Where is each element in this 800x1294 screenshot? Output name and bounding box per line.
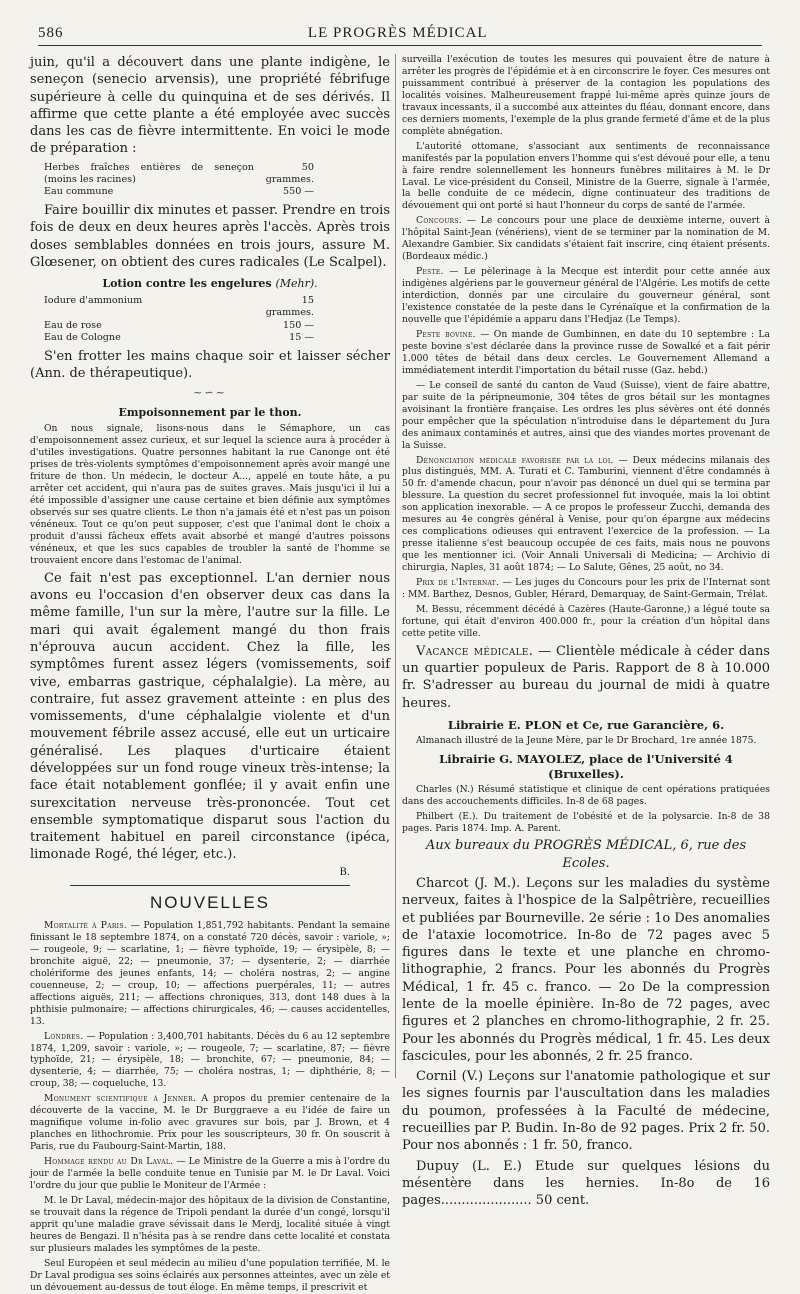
mayolez-title: Librairie G. MAYOLEZ, place de l'Université 4 (Bruxelles). bbox=[439, 752, 733, 782]
page-header bbox=[38, 18, 762, 46]
recipe-quantity: 50 grammes. bbox=[265, 161, 314, 185]
recipe-quantity: 15 grammes. bbox=[265, 295, 314, 319]
prix-internat bbox=[402, 577, 770, 601]
nouvelles-title: NOUVELLES bbox=[149, 893, 271, 913]
recipe-row bbox=[44, 186, 390, 198]
denonciation-label: Dénonciation médicale favorisée par la loi. bbox=[416, 454, 614, 466]
bovine-text: — On mande de Gumbinnen, en date du 10 septembre : La peste bovine s'est déclarée dans la province russe de Sowalké et a fait périr 1.000 têtes de bétail dans deux cercles. Le Gouvernement Allemand a immédiatement interdit l'importation du bétail russe (Gaz. hebd.) bbox=[402, 328, 771, 376]
mortalite-paris bbox=[30, 920, 390, 1028]
bessu-notice: M. Bessu, récemment décédé à Cazères (Haute-Garonne,) a légué toute sa fortune, qui était d'environ 400.000 fr., pour la création d'un hôpital dans cette petite ville. bbox=[402, 603, 770, 639]
seneçon-recipe bbox=[44, 162, 390, 199]
londres bbox=[30, 1031, 390, 1091]
recipe-quantity: 150 — bbox=[283, 319, 314, 331]
hommage-laval bbox=[30, 1156, 390, 1192]
poison-report: On nous signale, lisons-nous dans le Sémaphore, un cas d'empoisonnement assez curieux, et sur lequel la science aura à procéder à d'utiles investigations. Quatre personnes habitant la rue Canonge ont été prises de très-violents symptômes d'empoisonnement après avoir mangé une friture de thon. Un médecin, le docteur A..., appelé en toute hâte, a pu arrêter cet accident, qui n'aura pas de suites graves. Mais jusqu'ici il lui a été impossible d'assigner une cause certaine et bien définie aux symptômes observés sur ses quatre clients. Le thon n'a jamais été et n'est pas un poison vénéneux. Tout ce qu'on peut supposer, c'est que l'animal dont le choix a produit d'aussi fâcheux effets avait absorbé et mangé d'autres poissons vénéneux, et que les sucs capables de troubler la santé de l'homme se trouvaient encore dans l'estomac de l'animal. bbox=[30, 423, 390, 566]
plon-title: Librairie E. PLON et Ce, rue Garancière, 6. bbox=[447, 717, 725, 732]
vacance bbox=[402, 643, 770, 712]
monument-text: A propos du premier centenaire de la découverte de la vaccine, M. le Dr Burggraeve a eu l'idée de faire un magnifique volume in-folio avec gravures sur bois, par J. Brown, et 4 planches en lithochromie. Prix pour les souscripteurs, 30 fr. On souscrit à Paris, rue du Faubourg-Saint-Martin, 188. bbox=[30, 1093, 390, 1153]
laval-continuation: surveilla l'exécution de toutes les mesures qui pouvaient être de nature à arrêter les progrès de l'épidémie et à en circonscrire le foyer. Ces mesures ont puissamment contribué à préserver de la contagion les populations des localités voisines. Malheureusement frappé lui-même après quinze jours de travaux incessants, il a succombé aux atteintes du fléau, donnant encore, dans ces derniers moments, l'exemple de la plus grande fermeté d'âme et de la plus complète abnégation. bbox=[402, 54, 770, 137]
poison-title: Empoisonnement par le thon. bbox=[118, 405, 302, 419]
peste-bovine bbox=[402, 329, 770, 377]
monument-jenner bbox=[30, 1093, 390, 1153]
lotion-title: Lotion contre les engelures bbox=[102, 277, 272, 291]
laval-quote-2: Seul Européen et seul médecin au milieu d'une population terrifiée, M. le Dr Laval prodigua ses soins éclairés aux personnes atteintes, avec un zèle et un dévouement au-dessus de tout éloge. En même temps, il prescrivit et bbox=[30, 1257, 390, 1293]
charcot-entry: Charcot (J. M.). Leçons sur les maladies du système nerveux, faites à l'hospice de la Salpêtrière, recueillies et publiées par Bourneville. 2e série : 1o Des anomalies de l'ataxie locomotrice. In-8o de 72 pages avec 5 figures dans le texte et une planche en chromo-lithographie, 2 francs. Pour les abonnés du Progrès Médical, 1 fr. 45 c. franco. — 2o De la compression lente de la moelle épinière. In-8o de 72 pages, avec figures et 2 planches en chromo-lithographie, 2 fr. 25. Pour les abonnés du Progrès médical, 1 fr. 45. Les deux fascicules, pour les abonnés, 2 fr. 25 franco. bbox=[402, 876, 770, 1064]
recipe-quantity: 550 — bbox=[283, 186, 314, 198]
peste bbox=[402, 266, 770, 326]
ornament-divider: ~∽~ bbox=[193, 385, 227, 399]
cornil-entry: Cornil (V.) Leçons sur l'anatomie pathologique et sur les signes fournis par l'auscultation dans les maladies du poumon, professées à la Faculté de médecine, recueillies par P. Budin. In-8o de 92 pages. Prix 2 fr. 50. Pour nos abonnés : 1 fr. 50, franco. bbox=[402, 1069, 770, 1154]
prix-text: — Les juges du Concours pour les prix de l'Internat sont : MM. Barthez, Desnos, Gubler, Hérard, Demarquay, de Saint-Germain, Trélat. bbox=[402, 577, 771, 600]
column-divider bbox=[395, 54, 396, 1078]
recipe-row bbox=[44, 332, 390, 344]
concours-label: Concours. bbox=[416, 215, 463, 227]
laval-label: Hommage rendu au Dr Laval. bbox=[44, 1156, 174, 1168]
recipe-ingredient: Herbes fraîches entières de seneçon (moins les racines) bbox=[44, 161, 254, 185]
journal-title: LE PROGRÈS MÉDICAL bbox=[307, 25, 488, 41]
dupuy-entry: Dupuy (L. E.) Etude sur quelques lésions du mésentère dans les hernies. In-8o de 16 pages...................... 50 cent. bbox=[402, 1158, 770, 1209]
laval-honours: L'autorité ottomane, s'associant aux sentiments de reconnaissance manifestés par la population envers l'homme qui s'est dévoué pour elle, a tenu à faire rendre solennellement les honneurs funèbres militaires à M. le Dr Laval. Le vice-président du Conseil, Ministre de la Guerre, signale à l'armée, la belle conduite de ce médecin, digne continuateur des traditions de dévouement qui ont porté si haut l'honneur du corps de santé de l'armée. bbox=[402, 140, 770, 212]
londres-label: Londres. bbox=[44, 1030, 84, 1042]
left-column bbox=[30, 54, 391, 1293]
right-column bbox=[402, 54, 771, 1209]
londres-text: — Population : 3,400,701 habitants. Décès du 6 au 12 septembre 1874, 1,209, savoir : variole, »; — rougeole, 7; — scarlatine, 87; — fièvre typhoïde, 21; — érysipèle, 18; — bronchite, 67; — pneumonie, 84; — dysenterie, 4; — diarrhée, 75; — choléra nostras, 1; — diphthérie, 8; — croup, 38; — coqueluche, 13. bbox=[30, 1030, 390, 1090]
recipe-ingredient: Eau de Cologne bbox=[44, 331, 121, 343]
vacance-text: — Clientèle médicale à céder dans un quartier populeux de Paris. Rapport de 8 à 10.000 fr. S'adresser au bureau du journal de midi à quatre heures. bbox=[402, 643, 770, 711]
recipe-quantity: 15 — bbox=[289, 331, 314, 343]
vacance-label: Vacance médicale. bbox=[416, 643, 534, 659]
lotion-heading bbox=[30, 277, 390, 291]
lotion-usage: S'en frotter les mains chaque soir et laisser sécher (Ann. de thérapeutique). bbox=[30, 348, 390, 382]
recipe-ingredient: Eau commune bbox=[44, 186, 114, 198]
philbert-entry: Philbert (E.). Du traitement de l'obésité et de la polysarcie. In-8 de 38 pages. Paris 1874. Imp. A. Parent. bbox=[402, 810, 770, 834]
peste-label: Peste. bbox=[416, 266, 444, 278]
peste-text: — Le pèlerinage à la Mecque est interdit pour cette année aux indigènes algériens par le gouverneur général de l'Algérie. Les motifs de cette interdiction, donnés par une circulaire du gouverneur général, sont l'existence constatée de la peste dans le Cyrénaïque et la confirmation de la nouvelle que l'épidémie a apparu dans l'Hedjaz (Le Temps). bbox=[402, 266, 771, 326]
recipe-row bbox=[44, 295, 390, 319]
recipe-ingredient: Iodure d'ammonium bbox=[44, 295, 143, 307]
denonciation-text: — Deux médecins milanais des plus distingués, MM. A. Turati et C. Tamburini, viennent d'être condamnés à 50 fr. d'amende chacun, pour n'avoir pas dénoncé un duel qui se termina par blessure. La question du secret professionnel fut invoquée, mais la loi obtint son application inexorable. — A ce propos le professeur Zucchi, demanda des mesures au 4e congrès général à Venise, pour qu'on épargne aux médecins ces complications odieuses qui entravent l'exercice de la profession. — La presse italienne s'est beaucoup occupée de ces faits, mais nous ne pouvons que les mentionner ici. (Voir Annali Universali di Medicina; — Archivio di chirurgia, Naples, 31 août 1874; — Lo Salute, Gênes, 25 août, no 34. bbox=[402, 454, 770, 574]
prix-label: Prix de l'Internat. bbox=[416, 577, 500, 589]
denonciation bbox=[402, 455, 770, 575]
laval-text: — Le Ministre de la Guerre a mis à l'ordre du jour de l'armée la belle conduite tenue en Tunisie par M. le Dr Laval. Voici l'ordre du jour que publie le Moniteur de l'Armée : bbox=[30, 1156, 391, 1191]
mortalite-label: Mortalité à Paris. bbox=[44, 919, 127, 931]
seneçon-instructions: Faire bouillir dix minutes et passer. Prendre en trois fois de deux en deux heures après l'accès. Après trois doses semblables données en trois jours, assure M. Glœsener, on obtient des cures radicales (Le Scalpel). bbox=[30, 203, 390, 271]
bovine-label: Peste bovine. bbox=[416, 328, 476, 340]
bureaux-title-text: Aux bureaux du PROGRÈS MÉDICAL, 6, rue des Ecoles. bbox=[425, 838, 747, 871]
recipe-ingredient: Eau de rose bbox=[44, 319, 102, 331]
concours-text: — Le concours pour une place de deuxième interne, ouvert à l'hôpital Saint-Jean (vénériens), vient de se terminer par la nomination de M. Alexandre Gambier. Six candidats s'étaient fait inscrire, cinq étaient présents. (Bordeaux médic.) bbox=[402, 215, 770, 263]
poison-commentary: Ce fait n'est pas exceptionnel. L'an dernier nous avons eu l'occasion d'en observer deux cas dans la même famille, l'un sur la mère, l'autre sur la fille. Le mari qui avait également mangé du thon frais n'éprouva aucun accident. Chez la fille, les symptômes furent assez légers (vomissements, soif vive, embarras gastrique, céphalalgie). La mère, au contraire, fut assez gravement atteinte : en plus des vomissements, d'une céphalalgie violente et d'un mouvement fébrile assez accusé, elle eut un urticaire généralisé. Les plaques d'urticaire étaient développées sur un fond rouge vineux très-intense; la face était notablement gonflée; il y avait enfin une surexcitation nerveuse très-prononcée. Tout cet ensemble symptomatique disparut sous l'action du traitement habituel en pareil circonstance (ipéca, limonade Rogé, thé léger, etc.). bbox=[30, 570, 390, 863]
vaud-notice: — Le conseil de santé du canton de Vaud (Suisse), vient de faire abattre, par suite de la péripneumonie, 304 têtes de gros bétail sur les montagnes avoisinant la frontière française. Les ordres les plus sévères ont été donnés pour empêcher que la spéculation n'introduise dans le département du Jura des animaux contaminés et autres, ainsi que des viandes mortes provenant de la Suisse. bbox=[402, 379, 770, 451]
recipe-row bbox=[44, 162, 390, 186]
recipe-row bbox=[44, 320, 390, 332]
mayolez-entry: Charles (N.) Résumé statistique et clinique de cent opérations pratiquées dans des accouchements difficiles. In-8 de 68 pages. bbox=[402, 783, 770, 807]
laval-quote: M. le Dr Laval, médecin-major des hôpitaux de la division de Constantine, se trouvait dans la régence de Tripoli pendant la durée d'un congé, lorsqu'il apprit qu'une maladie grave sévissait dans le Merdj, localité située à vingt heures de Bengazi. Il n'hésita pas à se rendre dans cette localité et constata sur plusieurs malades les symptômes de la peste. bbox=[30, 1194, 390, 1254]
seneçon-intro: juin, qu'il a découvert dans une plante indigène, le seneçon (senecio arvensis), une propriété fébrifuge supérieure à celle du quinquina et de ses dérivés. Il affirme que cette plante a été employée avec succès dans les cas de fièvre intermittente. En voici le mode de préparation : bbox=[30, 55, 390, 157]
poison-signature: B. bbox=[339, 866, 350, 878]
monument-label: Monument scientifique à Jenner. bbox=[44, 1093, 197, 1105]
section-rule bbox=[70, 885, 350, 886]
concours bbox=[402, 215, 770, 263]
plon-entry: Almanach illustré de la Jeune Mère, par le Dr Brochard, 1re année 1875. bbox=[416, 734, 757, 746]
lotion-recipe bbox=[44, 295, 390, 344]
page-number: 586 bbox=[38, 25, 64, 41]
mortalite-text: — Population 1,851,792 habitants. Pendant la semaine finissant le 18 septembre 1874, on a constaté 720 décès, savoir : variole, »; — rougeole, 9; — scarlatine, 1; — fièvre typhoïde, 19; — érysipèle, 8; — bronchite aiguë, 22; — pneumonie, 37; — dysenterie, 2; — diarrhée cholériforme des jeunes enfants, 14; — choléra nostras, 2; — angine couenneuse, 2; — croup, 10; — affections puerpérales, 11; — autres affections aiguës, 211; — affections chroniques, 313, dont 148 dues à la phthisie pulmonaire; — affections chirurgicales, 46; — causes accidentelles, 13. bbox=[30, 919, 390, 1027]
bureaux-title bbox=[402, 837, 770, 872]
lotion-author: (Mehr). bbox=[275, 277, 318, 291]
